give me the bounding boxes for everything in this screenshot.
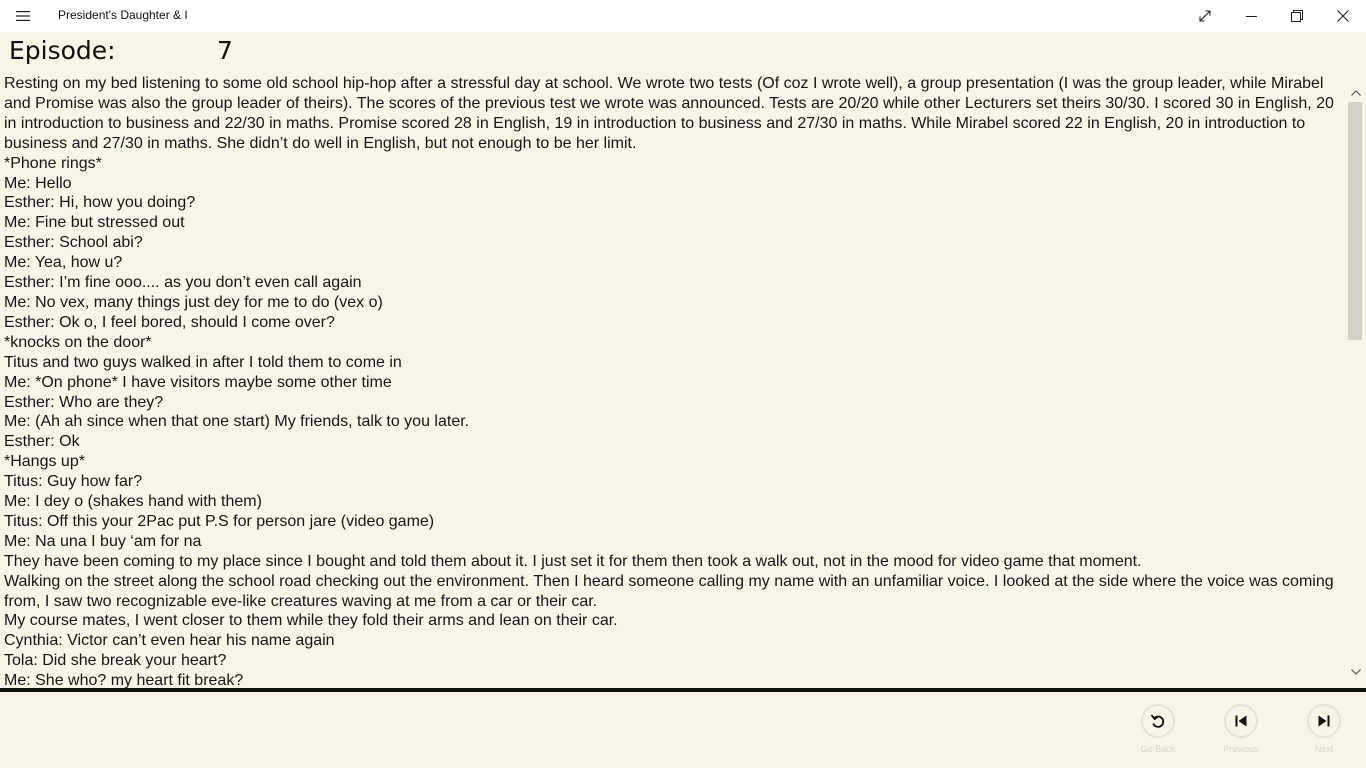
chevron-up-icon <box>1351 90 1361 96</box>
vertical-scrollbar[interactable] <box>1346 74 1366 688</box>
story-line: Esther: I’m fine ooo.... as you don’t even call again <box>4 274 362 292</box>
next-button[interactable] <box>1299 704 1349 764</box>
go-back-circle <box>1141 704 1175 738</box>
story-line: Walking on the street along the school road checking out the environment. Then I heard someone calling my name with an unfamiliar voice. I looked at the side where the voice was coming from, I saw two recognizable eve-like creatures waving at me from a car or their car. <box>4 572 1334 610</box>
fullscreen-button[interactable] <box>1182 0 1228 32</box>
story-line: Titus: Off this your 2Pac put P.S for person jare (video game) <box>4 512 435 530</box>
story-line: Esther: Ok o, I feel bored, should I come over? <box>4 313 335 331</box>
story-line: *knocks on the door* <box>4 333 152 351</box>
story-line: Me: *On phone* I have visitors maybe some other time <box>4 373 392 391</box>
story-line: Titus and two guys walked in after I told them to come in <box>4 353 402 371</box>
story-line: They have been coming to my place since I bought and told them about it. I just set it for them then took a walk out, not in the mood for video game that moment. <box>4 552 1142 570</box>
story-line: Me: No vex, many things just dey for me to do (vex o) <box>4 293 383 311</box>
menu-button[interactable] <box>6 1 40 31</box>
hamburger-icon <box>16 10 30 22</box>
next-circle <box>1307 704 1341 738</box>
story-line: Me: Fine but stressed out <box>4 214 185 232</box>
go-back-button[interactable] <box>1133 704 1183 764</box>
episode-number: 7 <box>217 36 233 65</box>
minimize-button[interactable] <box>1228 0 1274 32</box>
previous-label: Previous <box>1223 744 1259 754</box>
story-line: *Hangs up* <box>4 453 85 471</box>
expand-icon <box>1199 10 1211 22</box>
minimize-icon <box>1246 11 1257 22</box>
story-line: Esther: School abi? <box>4 234 143 252</box>
story-line: Me: She who? my heart fit break? <box>4 672 244 688</box>
restore-button[interactable] <box>1274 0 1320 32</box>
story-line: Resting on my bed listening to some old school hip-hop after a stressful day at school. We wrote two tests (Of coz I wrote well), a group presentation (I was the group leader, while Mirabel and Promise was also the group leader of theirs). The scores of the previous test we wrote was announced. Tests are 20/20 while other Lecturers set theirs 30/30. I scored 30 in English, 20 in introduction to business and 22/30 in maths. Promise scored 28 in English, 19 in introduction to business and 27/30 in maths. While Mirabel scored 22 in English, 20 in introduction to business and 27/30 in maths. She didn’t do well in English, but not enough to be her limit. <box>4 75 1334 152</box>
scroll-thumb[interactable] <box>1348 102 1362 340</box>
story-line: Me: I dey o (shakes hand with them) <box>4 493 262 511</box>
close-button[interactable] <box>1320 0 1366 32</box>
story-line: Me: Hello <box>4 174 72 192</box>
restore-icon <box>1291 10 1303 22</box>
scroll-up-button[interactable] <box>1346 84 1366 102</box>
story-line: Titus: Guy how far? <box>4 473 143 491</box>
chevron-down-icon <box>1351 669 1361 675</box>
story-line: Cynthia: Victor can’t even hear his name again <box>4 632 335 650</box>
close-icon <box>1337 10 1349 22</box>
story-line: Me: Yea, how u? <box>4 254 123 272</box>
command-bar <box>0 692 1366 768</box>
previous-button[interactable] <box>1216 704 1266 764</box>
story-line: Esther: Who are they? <box>4 393 164 411</box>
story-line: *Phone rings* <box>4 154 102 172</box>
story-line: Esther: Hi, how you doing? <box>4 194 196 212</box>
previous-circle <box>1224 704 1258 738</box>
go-back-label: Go Back <box>1140 744 1176 754</box>
episode-heading <box>9 35 233 67</box>
story-line: My course mates, I went closer to them while they fold their arms and lean on their car. <box>4 612 618 630</box>
scroll-down-button[interactable] <box>1346 663 1366 681</box>
skip-next-icon <box>1317 714 1331 728</box>
story-line: Esther: Ok <box>4 433 80 451</box>
reader-content <box>0 32 1366 688</box>
title-bar <box>0 0 1366 32</box>
story-line: Tola: Did she break your heart? <box>4 652 227 670</box>
next-label: Next <box>1314 744 1334 754</box>
skip-previous-icon <box>1234 714 1248 728</box>
episode-label: Episode: <box>9 36 116 65</box>
story-line: Me: Na una I buy ‘am for na <box>4 532 202 550</box>
story-line: Me: (Ah ah since when that one start) My friends, talk to you later. <box>4 413 470 431</box>
window-title: President's Daughter & I <box>58 8 188 22</box>
undo-arrow-icon <box>1150 713 1166 729</box>
story-text <box>4 74 1346 688</box>
